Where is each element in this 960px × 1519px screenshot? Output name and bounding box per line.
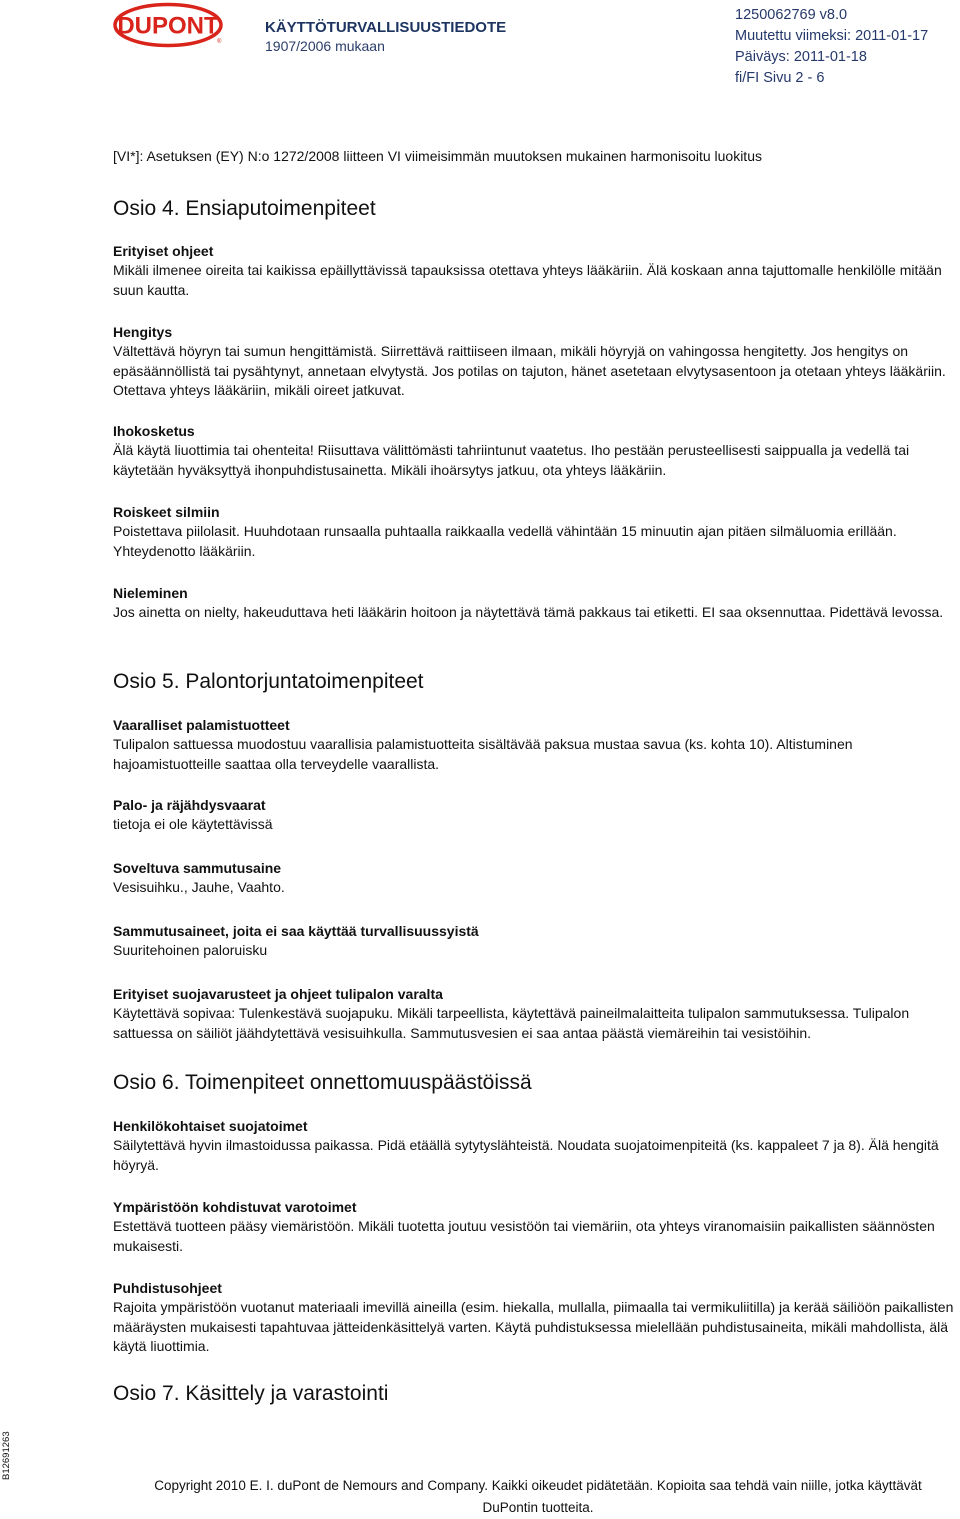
- subsection: [113, 584, 959, 623]
- subsection-heading: Nieleminen: [113, 585, 188, 601]
- regulation-note: [VI*]: Asetuksen (EY) N:o 1272/2008 liitteen VI viimeisimmän muutoksen mukainen harmonisoitu luokitus: [113, 148, 762, 164]
- issue-date: Päiväys: 2011-01-18: [735, 49, 867, 65]
- modified-date: Muutettu viimeksi: 2011-01-17: [735, 28, 929, 44]
- footer-copyright: Copyright 2010 E. I. duPont de Nemours and Company. Kaikki oikeudet pidätetään. Kopioita saa tehdä vain niille, jotka käyttävät: [154, 1478, 922, 1493]
- subsection-heading: Vaaralliset palamistuotteet: [113, 717, 290, 733]
- section-title: Osio 7. Käsittely ja varastointi: [113, 1382, 389, 1405]
- logo-wordmark: DUPONT: [117, 12, 219, 40]
- side-document-code: [0, 1432, 14, 1482]
- subsection: [113, 1279, 959, 1356]
- subsection-text: Säilytettävä hyvin ilmastoidussa paikassa. Pidä etäällä sytytyslähteistä. Noudata suojatoimenpiteitä (ks. kappaleet 7 ja 8). Älä hengitä höyryä.: [113, 1137, 939, 1173]
- subsection-text: Rajoita ympäristöön vuotanut materiaali imevillä aineilla (esim. hiekalla, mullalla, piimaalla tai vermikuliitilla) ja kerää säiliöön paikallisten määräysten mukaisesti tapahtuvaa jätteidenkäsittelyä varten. Käytä puhdistuksessa mielellään puhdistusaineita, mikäli mahdollista, älä käytä liuottimia.: [113, 1299, 954, 1354]
- subsection-heading: Erityiset ohjeet: [113, 243, 214, 259]
- subsection-heading: Sammutusaineet, joita ei saa käyttää turvallisuussyistä: [113, 923, 479, 939]
- subsection-heading: Henkilökohtaiset suojatoimet: [113, 1118, 308, 1134]
- subsection-heading: Hengitys: [113, 324, 173, 340]
- subsection: [113, 922, 959, 961]
- subsection: [113, 859, 959, 898]
- subsection-text: Suuritehoinen paloruisku: [113, 942, 268, 959]
- subsection-text: Jos ainetta on nielty, hakeuduttava heti lääkärin hoitoon ja näytettävä tämä pakkaus tai etiketti. EI saa oksennuttaa. Pidettävä levossa.: [113, 604, 944, 621]
- document-title: KÄYTTÖTURVALLISUUSTIEDOTE: [265, 19, 507, 36]
- subsection-heading: Soveltuva sammutusaine: [113, 860, 282, 876]
- subsection-text: Älä käytä liuottimia tai ohenteita! Riisuttava välittömästi tahriintunut vaatetus. Iho pestään perusteellisesti saippualla ja vedellä tai käytetään hyväksyttyä ihonpuhdistusainetta. Mikäli ihoärsytys jatkuu, ota yhteys lääkäriin.: [113, 442, 910, 478]
- footer-copyright-cont: DuPontin tuotteita.: [482, 1500, 594, 1515]
- section-title: Osio 5. Palontorjuntatoimenpiteet: [113, 670, 424, 693]
- subsection-heading: Ympäristöön kohdistuvat varotoimet: [113, 1199, 357, 1215]
- subsection-heading: Palo- ja räjähdysvaarat: [113, 797, 266, 813]
- subsection-heading: Erityiset suojavarusteet ja ohjeet tulipalon varalta: [113, 986, 443, 1002]
- footer: [138, 1475, 938, 1519]
- subsection: [113, 716, 959, 774]
- subsection-text: Estettävä tuotteen pääsy viemäristöön. Mikäli tuotetta joutuu vesistöön tai viemäriin, ota yhteys viranomaisiin paikallisten säännösten mukaisesti.: [113, 1218, 935, 1254]
- section-title: Osio 4. Ensiaputoimenpiteet: [113, 197, 376, 220]
- subsection-heading: Ihokosketus: [113, 423, 195, 439]
- subsection-text: Tulipalon sattuessa muodostuu vaarallisia palamistuotteita sisältävää paksua mustaa savua (ks. kohta 10). Altistuminen hajoamistuotteille saattaa olla terveydelle vaarallista.: [113, 736, 853, 772]
- subsection-heading: Roiskeet silmiin: [113, 504, 220, 520]
- regulation-ref: 1907/2006 mukaan: [265, 38, 385, 54]
- subsection: [113, 503, 959, 561]
- subsection: [113, 323, 959, 400]
- dupont-logo: [113, 2, 223, 48]
- subsection-text: Vältettävä höyryn tai sumun hengittämistä. Siirrettävä raittiiseen ilmaan, mikäli höyryjä on vahingossa hengitetty. Jos hengitys on epäsäännöllistä tai pysähtynyt, annetaan elvytystä. Jos potilas on tajuton, hänet asetetaan elvytysasentoon ja otetaan yhteys lääkäriin. Otettava yhteys lääkäriin, mikäli oireet jatkuvat.: [113, 343, 946, 398]
- subsection-text: Mikäli ilmenee oireita tai kaikissa epäillyttävissä tapauksissa otettava yhteys lääkäriin. Älä koskaan anna tajuttomalle henkilölle mitään suun kautta.: [113, 262, 942, 298]
- subsection: [113, 1198, 959, 1256]
- subsection: [113, 796, 959, 835]
- document-id: 1250062769 v8.0: [735, 7, 848, 23]
- subsection: [113, 242, 959, 300]
- subsection-text: Vesisuihku., Jauhe, Vaahto.: [113, 879, 285, 896]
- page-number: fi/FI Sivu 2 - 6: [735, 70, 825, 86]
- subsection: [113, 422, 959, 480]
- side-code-text: B12691263: [1, 1431, 12, 1480]
- subsection-text: Poistettava piilolasit. Huuhdotaan runsaalla puhtaalla raikkaalla vedellä vähintään 15 minuutin ajan pitäen silmäluomia erillään. Yhteydenotto lääkäriin.: [113, 523, 897, 559]
- header-left: [265, 18, 506, 56]
- header-right: [735, 5, 928, 89]
- subsection: [113, 985, 959, 1043]
- subsection: [113, 1117, 959, 1175]
- section-title: Osio 6. Toimenpiteet onnettomuuspäästöissä: [113, 1071, 532, 1094]
- subsection-heading: Puhdistusohjeet: [113, 1280, 222, 1296]
- subsection-text: tietoja ei ole käytettävissä: [113, 816, 273, 833]
- svg-text:®: ®: [217, 39, 222, 45]
- subsection-text: Käytettävä sopivaa: Tulenkestävä suojapuku. Mikäli tarpeellista, käytettävä paineilmalaitteita tulipalon sammutuksessa. Tulipalon sattuessa on säiliöt jäähdytettävä vesisuihkulla. Sammutusvesien ei saa antaa päästä viemäreihin tai vesistöihin.: [113, 1005, 910, 1041]
